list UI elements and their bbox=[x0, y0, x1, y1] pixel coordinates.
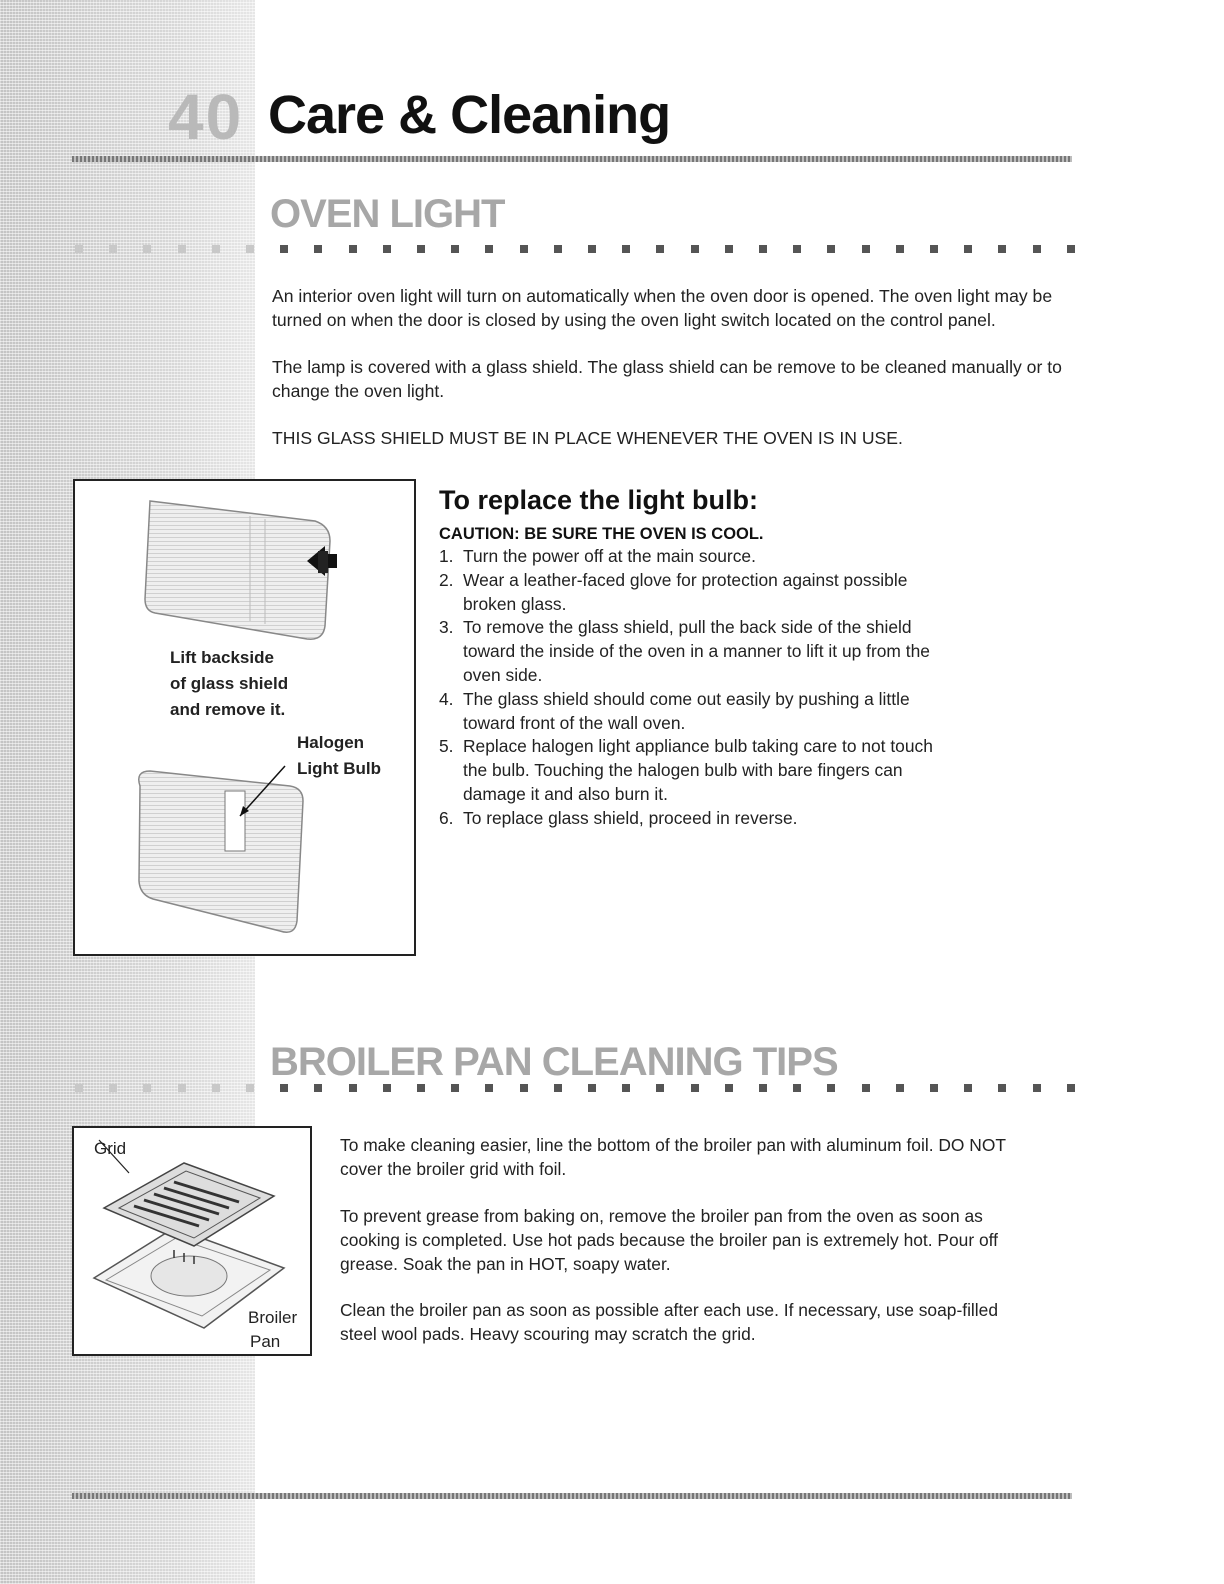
replace-bulb-steps bbox=[439, 545, 934, 831]
replace-bulb-title: To replace the light bulb: bbox=[439, 485, 759, 515]
footer-rule bbox=[72, 1493, 1072, 1499]
oven-light-title: OVEN LIGHT bbox=[270, 192, 505, 236]
page-number: 40 bbox=[168, 81, 244, 153]
broiler-paragraph-1: To make cleaning easier, line the bottom of the broiler pan with aluminum foil. DO NOT cover the broiler grid with foil. bbox=[340, 1135, 1006, 1179]
halogen-label-line-2: Light Bulb bbox=[297, 759, 382, 778]
lift-backside-label-line-1: Lift backside bbox=[170, 648, 274, 667]
step-item: 6. To replace glass shield, proceed in reverse. bbox=[439, 807, 798, 828]
header-rule bbox=[72, 156, 1072, 162]
broiler-pan-label-line-1: Broiler bbox=[248, 1308, 298, 1327]
step-item: 3. To remove the glass shield, pull the back side of the shield toward the inside of the oven in a manner to lift it up from the oven side. bbox=[439, 617, 930, 685]
page-title: Care & Cleaning bbox=[268, 85, 671, 145]
halogen-label-line-1: Halogen bbox=[297, 733, 365, 752]
oven-light-paragraph-2: The lamp is covered with a glass shield. The glass shield can be remove to be cleaned manually or to change the oven light. bbox=[272, 357, 1062, 401]
broiler-pan-label-line-2: Pan bbox=[250, 1332, 281, 1351]
step-item: 5. Replace halogen light appliance bulb taking care to not touch the bulb. Touching the halogen bulb with bare fingers can damage it and also burn it. bbox=[439, 736, 933, 804]
oven-light-dot-divider bbox=[75, 243, 1075, 255]
broiler-figure bbox=[72, 1126, 312, 1356]
broiler-paragraph-2: To prevent grease from baking on, remove the broiler pan from the oven as soon as cooking is completed. Use hot pads because the broiler pan is extremely hot. Pour off grease. Soak the pan in HOT, soapy water. bbox=[340, 1206, 998, 1274]
oven-light-figure bbox=[73, 479, 416, 956]
step-item: 1. Turn the power off at the main source. bbox=[439, 546, 756, 566]
step-item: 2. Wear a leather-faced glove for protection against possible broken glass. bbox=[439, 569, 908, 614]
caution-text: CAUTION: BE SURE THE OVEN IS COOL. bbox=[439, 525, 764, 543]
oven-light-paragraph-1: An interior oven light will turn on automatically when the oven door is opened. The oven light may be turned on when the door is closed by using the oven light switch located on the control panel. bbox=[272, 286, 1053, 330]
lift-backside-label-line-2: of glass shield bbox=[170, 674, 289, 693]
grid-label: Grid bbox=[94, 1139, 127, 1158]
step-item: 4. The glass shield should come out easily by pushing a little toward front of the wall oven. bbox=[439, 688, 910, 733]
broiler-dot-divider bbox=[75, 1082, 1075, 1094]
lift-backside-label-line-3: and remove it. bbox=[170, 700, 286, 719]
oven-light-warning: THIS GLASS SHIELD MUST BE IN PLACE WHENEVER THE OVEN IS IN USE. bbox=[272, 428, 903, 448]
broiler-paragraph-3: Clean the broiler pan as soon as possible after each use. If necessary, use soap-filled steel wool pads. Heavy scouring may scratch the grid. bbox=[340, 1300, 998, 1344]
broiler-title: BROILER PAN CLEANING TIPS bbox=[270, 1040, 838, 1084]
